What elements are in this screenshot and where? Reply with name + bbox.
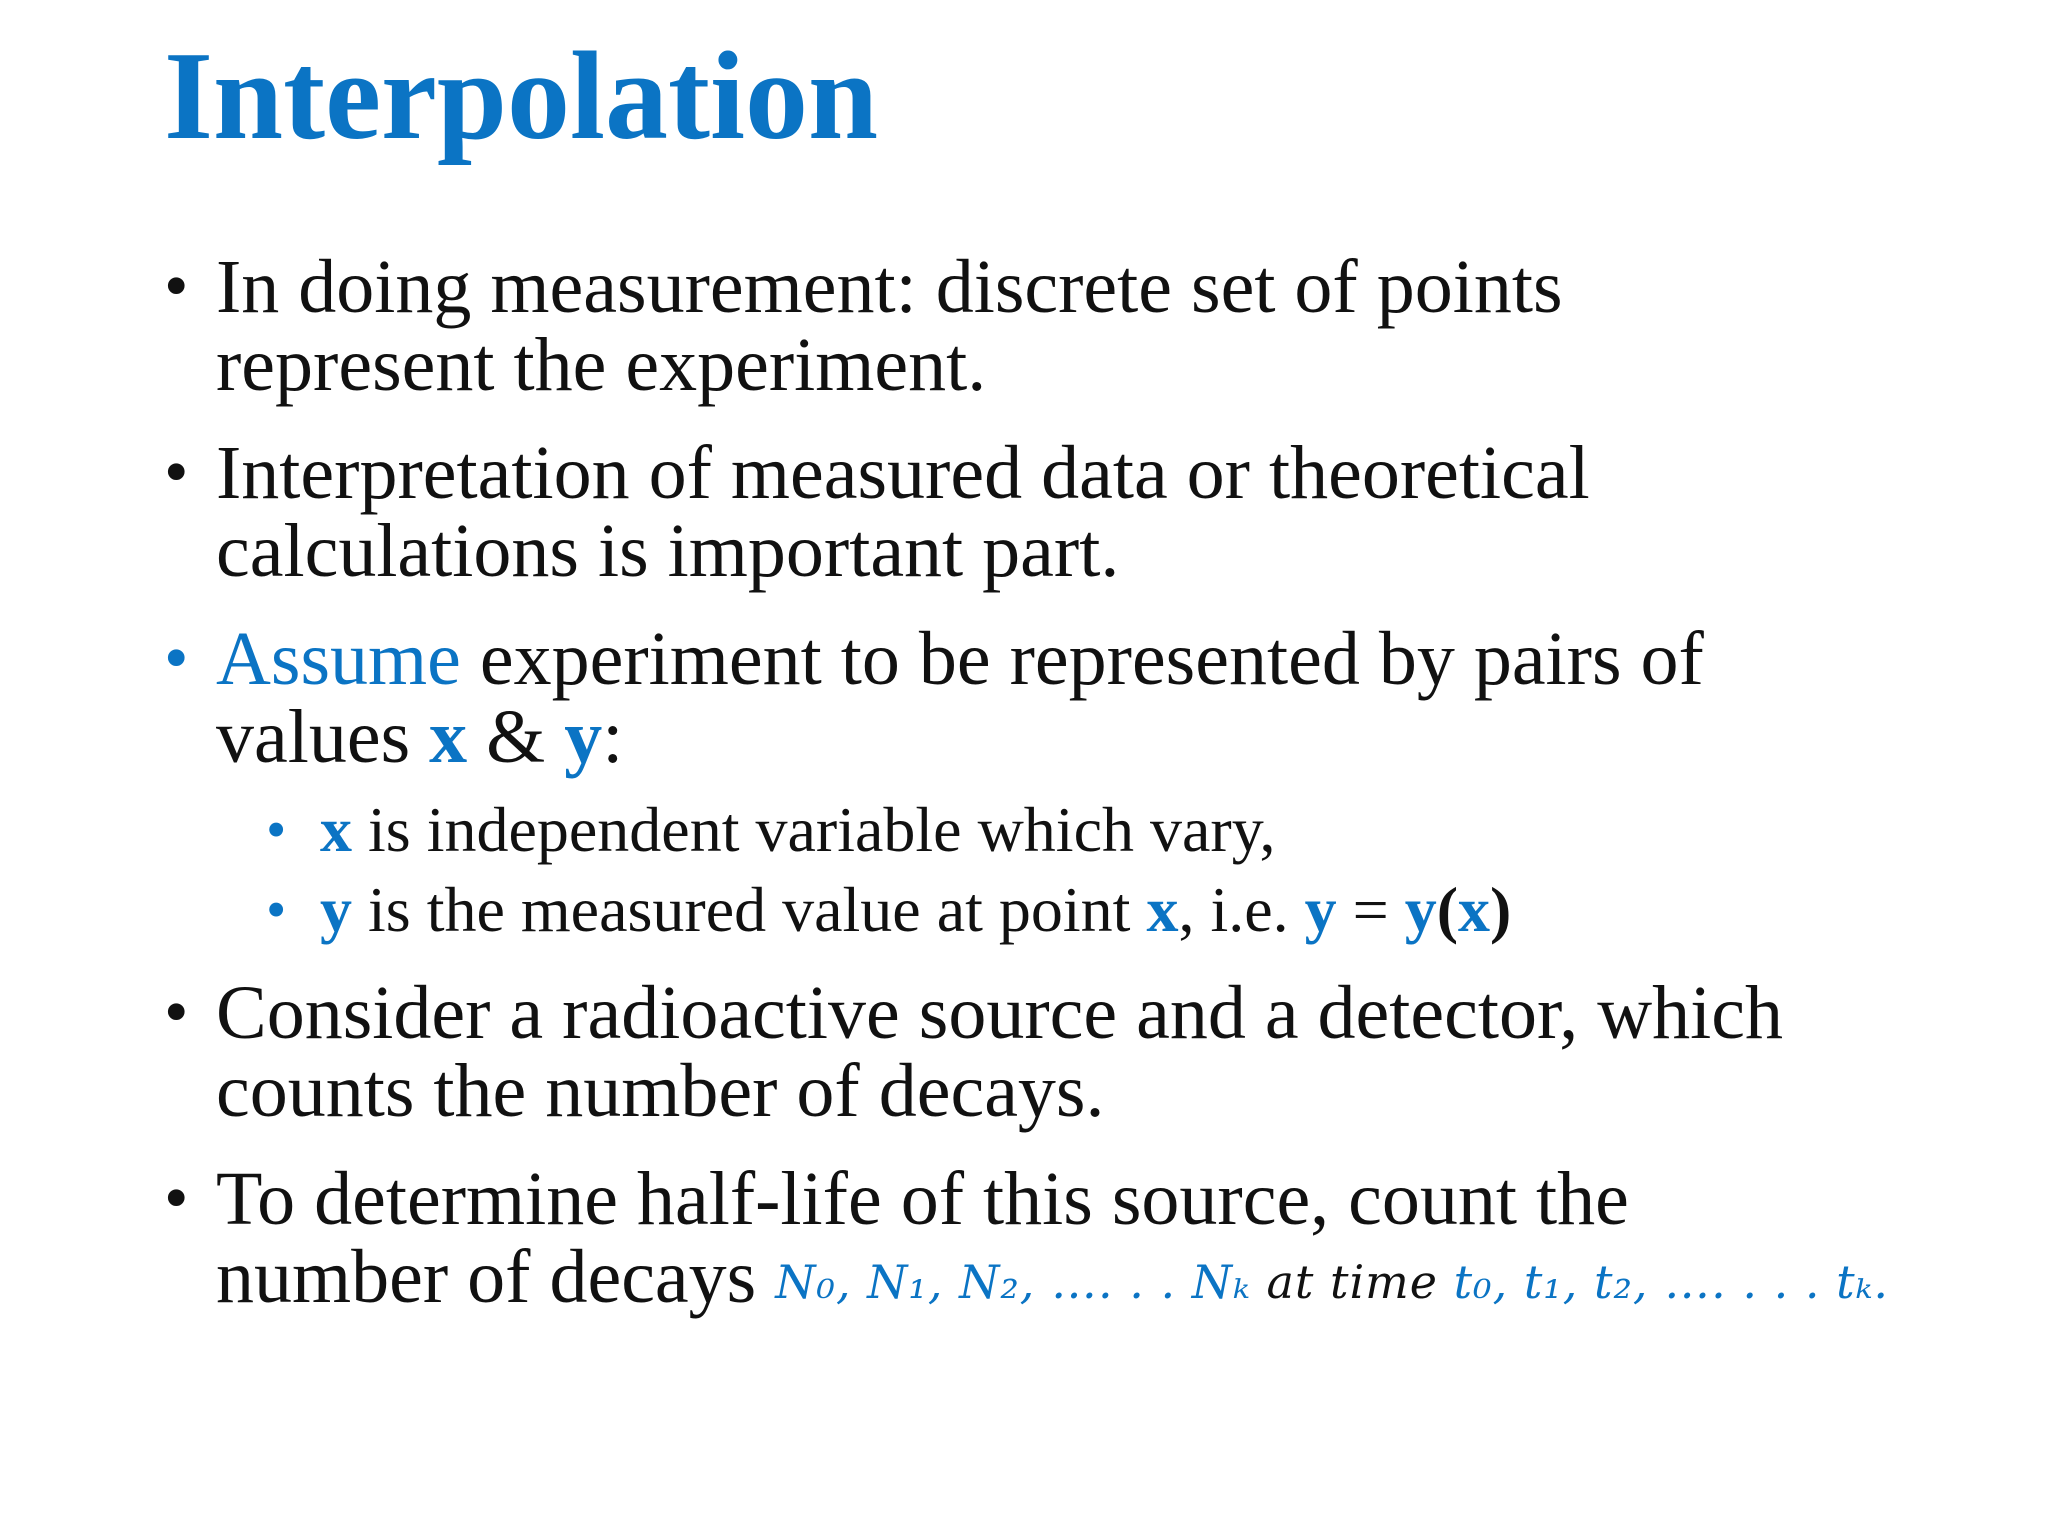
bullet-dot-icon: •	[164, 974, 189, 1051]
math-counts: N₀, N₁, N₂, …. . . Nₖ	[775, 1255, 1251, 1309]
equals-sign: =	[1336, 874, 1405, 945]
var-y: y	[1404, 874, 1437, 945]
bullet-line: To determine half-life of this source, count the	[216, 1157, 1629, 1241]
var-y: y	[320, 874, 352, 945]
bullet-dot-icon: •	[164, 620, 189, 697]
bullet-line: represent the experiment.	[216, 323, 987, 407]
sub-bullet-text: is independent variable which vary,	[352, 794, 1276, 865]
bullet-line: Consider a radioactive source and a detector, which	[216, 971, 1783, 1055]
bullet-measurement	[164, 245, 1964, 407]
values-word: values	[216, 695, 430, 779]
bullet-text: number of decays	[216, 1235, 776, 1319]
var-x: x	[1146, 874, 1179, 945]
assume-word: Assume	[216, 617, 461, 701]
bullet-list	[164, 245, 1964, 1351]
var-y: y	[1304, 874, 1337, 945]
bullet-line	[216, 1235, 1964, 1321]
sub-bullet-dot-icon: •	[266, 877, 287, 942]
bullet-line	[216, 617, 1964, 701]
bullet-line: counts the number of decays.	[216, 1049, 1105, 1133]
sub-bullet-text: , i.e.	[1178, 874, 1305, 945]
sub-bullet-dot-icon: •	[266, 797, 287, 862]
close-paren: )	[1490, 874, 1512, 945]
var-x: x	[1458, 874, 1491, 945]
bullet-assume	[164, 617, 1964, 950]
bullet-radioactive	[164, 971, 1964, 1133]
sub-bullet-list	[216, 790, 1964, 950]
colon: :	[602, 695, 624, 779]
bullet-dot-icon: •	[164, 248, 189, 325]
var-y: y	[564, 695, 603, 779]
math-at-time: at time	[1250, 1255, 1454, 1309]
bullet-dot-icon: •	[164, 1160, 189, 1237]
math-expression	[775, 1255, 1889, 1309]
open-paren: (	[1436, 874, 1459, 945]
bullet-half-life	[164, 1157, 1964, 1321]
bullet-line: calculations is important part.	[216, 509, 1120, 593]
bullet-line: In doing measurement: discrete set of points	[216, 245, 1563, 329]
sub-bullet-y	[216, 870, 1964, 950]
ampersand: &	[467, 695, 565, 779]
assume-rest: experiment to be represented by pairs of	[460, 617, 1704, 701]
sub-bullet-x	[216, 790, 1964, 870]
bullet-interpretation	[164, 431, 1964, 593]
math-times: t₀, t₁, t₂, …. . . . tₖ.	[1453, 1255, 1890, 1309]
var-x: x	[320, 794, 352, 865]
bullet-line: Interpretation of measured data or theoretical	[216, 431, 1590, 515]
bullet-dot-icon: •	[164, 434, 189, 511]
var-x: x	[429, 695, 468, 779]
sub-bullet-text: is the measured value at point	[352, 874, 1147, 945]
bullet-line	[216, 695, 1964, 779]
slide-title: Interpolation	[164, 27, 879, 166]
